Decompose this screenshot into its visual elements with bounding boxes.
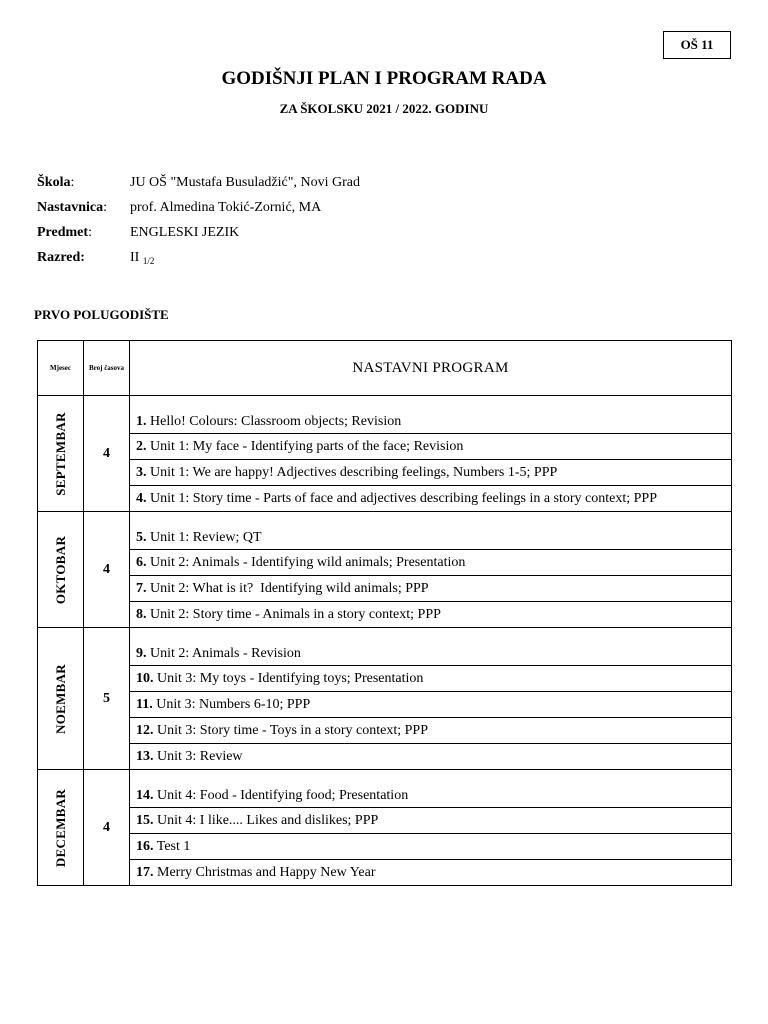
lesson-number: 3. xyxy=(136,464,147,480)
month-cell xyxy=(38,512,84,628)
hours-cell: 4 xyxy=(84,396,130,512)
lesson-text: Merry Christmas and Happy New Year xyxy=(153,864,376,880)
school-label: Škola xyxy=(37,174,71,190)
month-name: NOEMBAR xyxy=(52,663,68,734)
table-row xyxy=(38,512,732,550)
table-row xyxy=(38,576,732,602)
lesson-cell xyxy=(130,834,732,860)
lesson-number: 16. xyxy=(136,838,154,854)
table-row xyxy=(38,460,732,486)
lesson-cell xyxy=(130,860,732,886)
lesson-text: Unit 1: Story time - Parts of face and adjectives describing feelings in a story context; PPP xyxy=(146,490,658,506)
lesson-number: 14. xyxy=(136,788,154,803)
teacher-label: Nastavnica xyxy=(37,199,104,215)
lesson-text: Hello! Colours: Classroom objects; Revision xyxy=(146,414,402,429)
table-row xyxy=(38,396,732,434)
lesson-number: 11. xyxy=(136,696,153,712)
lesson-cell xyxy=(130,396,732,434)
semester-title: PRVO POLUGODIŠTE xyxy=(34,307,169,322)
class-value: II xyxy=(130,249,140,265)
info-row-school xyxy=(37,170,360,195)
lesson-text: Unit 1: We are happy! Adjectives describing feelings, Numbers 1-5; PPP xyxy=(146,464,558,480)
lesson-text: Unit 3: Review xyxy=(153,748,243,764)
document-title: GODIŠNJI PLAN I PROGRAM RADA xyxy=(221,68,547,89)
lesson-cell xyxy=(130,770,732,808)
lesson-number: 5. xyxy=(136,530,147,545)
teacher-colon: : xyxy=(103,199,108,215)
table-row xyxy=(38,692,732,718)
lesson-text: Unit 2: Animals - Identifying wild animals; Presentation xyxy=(146,554,466,570)
table-row xyxy=(38,434,732,460)
document-code-box xyxy=(663,31,731,59)
lesson-cell xyxy=(130,460,732,486)
document-code: OŠ 11 xyxy=(680,37,714,52)
table-row xyxy=(38,550,732,576)
lesson-cell xyxy=(130,602,732,628)
class-subscript: 1/2 xyxy=(142,255,155,266)
month-name: SEPTEMBAR xyxy=(52,411,68,496)
lesson-text: Unit 2: Story time - Animals in a story context; PPP xyxy=(146,606,441,622)
lesson-number: 9. xyxy=(136,646,147,661)
info-row-class xyxy=(37,245,360,270)
lesson-cell xyxy=(130,808,732,834)
lesson-text: Test 1 xyxy=(153,838,191,854)
lesson-text: Unit 4: I like.... Likes and dislikes; PPP xyxy=(153,812,379,828)
table-row xyxy=(38,718,732,744)
lesson-cell xyxy=(130,692,732,718)
school-value: JU OŠ "Mustafa Busuladžić", Novi Grad xyxy=(130,174,360,190)
subject-colon: : xyxy=(88,224,92,240)
lesson-number: 15. xyxy=(136,812,154,828)
lesson-number: 13. xyxy=(136,748,154,764)
table-row xyxy=(38,860,732,886)
month-name: DECEMBAR xyxy=(52,788,68,867)
lesson-text: Unit 4: Food - Identifying food; Presentation xyxy=(153,788,409,803)
hours-cell: 4 xyxy=(84,770,130,886)
lesson-number: 17. xyxy=(136,864,154,880)
table-row xyxy=(38,744,732,770)
table-row xyxy=(38,770,732,808)
lesson-number: 1. xyxy=(136,414,147,429)
lesson-number: 10. xyxy=(136,670,154,686)
lesson-text: Unit 3: Story time - Toys in a story context; PPP xyxy=(153,722,428,738)
table-row xyxy=(38,628,732,666)
lesson-text: Unit 3: Numbers 6-10; PPP xyxy=(152,696,311,712)
subject-value: ENGLESKI JEZIK xyxy=(130,224,240,240)
table-row xyxy=(38,486,732,512)
lesson-cell xyxy=(130,744,732,770)
lesson-cell xyxy=(130,434,732,460)
month-cell xyxy=(38,396,84,512)
header-month: Mjesec xyxy=(38,341,84,396)
lesson-number: 2. xyxy=(136,438,147,454)
table-row xyxy=(38,808,732,834)
class-label: Razred: xyxy=(37,249,85,265)
lesson-text: Unit 3: My toys - Identifying toys; Presentation xyxy=(153,670,424,686)
lesson-cell xyxy=(130,628,732,666)
subject-label: Predmet xyxy=(37,224,89,240)
lesson-number: 4. xyxy=(136,490,147,506)
info-row-teacher xyxy=(37,195,360,220)
hours-cell: 5 xyxy=(84,628,130,770)
lesson-text: Unit 1: My face - Identifying parts of the face; Revision xyxy=(146,438,464,454)
lesson-cell xyxy=(130,512,732,550)
lesson-text: Unit 2: Animals - Revision xyxy=(146,646,301,661)
lesson-cell xyxy=(130,486,732,512)
hours-cell: 4 xyxy=(84,512,130,628)
month-name: OKTOBAR xyxy=(52,535,68,604)
lesson-text: Unit 2: What is it? Identifying wild animals; PPP xyxy=(146,580,429,596)
lesson-cell xyxy=(130,666,732,692)
lesson-cell xyxy=(130,718,732,744)
month-cell xyxy=(38,770,84,886)
lesson-cell xyxy=(130,550,732,576)
table-header-row xyxy=(38,341,732,396)
month-cell xyxy=(38,628,84,770)
info-row-subject xyxy=(37,220,360,245)
school-colon: : xyxy=(70,174,75,190)
document-subtitle: ZA ŠKOLSKU 2021 / 2022. GODINU xyxy=(279,101,489,116)
lesson-number: 6. xyxy=(136,554,147,570)
table-row xyxy=(38,602,732,628)
table-row xyxy=(38,834,732,860)
class-value-wrap xyxy=(130,250,154,266)
plan-table xyxy=(37,340,732,886)
lesson-cell xyxy=(130,576,732,602)
teacher-value: prof. Almedina Tokić-Zornić, MA xyxy=(130,199,322,215)
lesson-number: 12. xyxy=(136,722,154,738)
lesson-text: Unit 1: Review; QT xyxy=(146,530,262,545)
table-row xyxy=(38,666,732,692)
lesson-number: 8. xyxy=(136,606,147,622)
header-program: NASTAVNI PROGRAM xyxy=(130,341,732,396)
header-hours: Broj časova xyxy=(84,341,130,396)
lesson-number: 7. xyxy=(136,580,147,596)
info-block xyxy=(37,170,360,270)
